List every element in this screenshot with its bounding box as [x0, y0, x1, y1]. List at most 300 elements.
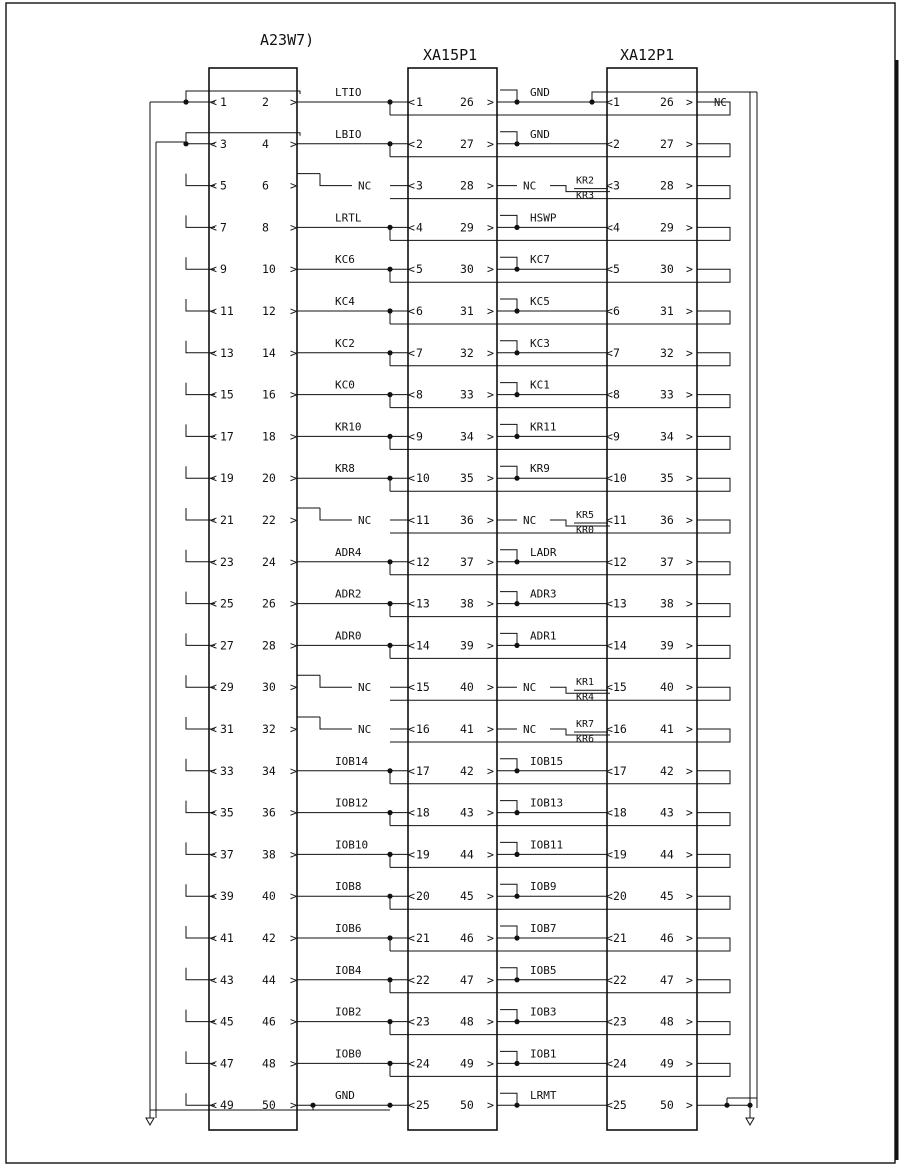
pin-prefix: <	[210, 1056, 217, 1071]
signal-label-bc: NC	[523, 681, 537, 695]
branch-wire	[500, 842, 517, 854]
pin-label-left: 19	[416, 847, 430, 862]
kr-label-bottom: KR6	[576, 734, 595, 745]
pin-suffix: >	[487, 345, 494, 360]
pin-label-left: 16	[416, 722, 430, 736]
signal-label-bc: NC	[523, 723, 537, 736]
signal-label-ab: NC	[358, 179, 372, 193]
signal-label-ab: IOB12	[335, 796, 369, 810]
pin-prefix: <	[606, 805, 613, 820]
pin-label-left: 15	[613, 680, 627, 695]
pin-prefix: <	[210, 136, 217, 151]
pin-row	[186, 964, 730, 993]
pin-suffix: >	[487, 95, 494, 109]
pin-row	[186, 838, 730, 867]
pin-suffix: >	[686, 805, 693, 820]
loop-wire	[390, 771, 730, 784]
loop-wire	[390, 604, 730, 617]
pin-label-right: 30	[460, 262, 474, 277]
pin-prefix: <	[408, 262, 415, 277]
pin-suffix: >	[290, 429, 297, 444]
pin-label-left: 23	[613, 1014, 627, 1029]
signal-label-ab: ADR0	[335, 629, 362, 643]
pin-label-left: 23	[416, 1014, 430, 1029]
pin-label-left: 8	[613, 387, 620, 402]
loop-wire	[390, 729, 730, 742]
signal-label-bc: HSWP	[530, 211, 557, 225]
pin-label-right: 4	[262, 136, 269, 151]
loop-wire	[390, 980, 730, 993]
kr-label-bottom: KR3	[576, 190, 595, 202]
pin-label-left: 39	[220, 889, 234, 904]
pin-suffix: >	[686, 972, 693, 987]
pin-prefix: <	[210, 387, 217, 402]
pin-suffix: >	[487, 680, 494, 695]
pin-prefix: <	[210, 805, 217, 820]
pin-label-left: 22	[416, 972, 430, 987]
pin-label-left: 1	[613, 95, 620, 109]
pin-label-right: 32	[262, 722, 276, 736]
pin-suffix: >	[686, 304, 693, 318]
pin-label-right: 35	[460, 471, 474, 486]
branch-wire	[500, 1010, 517, 1022]
loop-wire	[390, 854, 730, 867]
pin-label-right: 46	[460, 931, 474, 945]
pin-suffix: >	[686, 513, 693, 527]
pin-loop	[186, 133, 300, 144]
signal-label-ab: IOB8	[335, 880, 362, 894]
pin-label-left: 4	[416, 220, 423, 235]
pin-suffix: >	[290, 178, 297, 193]
pin-suffix: >	[487, 1056, 494, 1071]
pin-label-left: 2	[416, 136, 423, 151]
pin-label-right: 34	[262, 763, 276, 778]
pin-label-right: 26	[660, 95, 674, 109]
loop-wire	[390, 896, 730, 909]
branch-wire	[500, 132, 517, 144]
pin-label-right: 36	[660, 513, 674, 527]
pin-label-left: 18	[613, 805, 627, 820]
signal-label-ab: LRTL	[335, 211, 362, 225]
pin-prefix: <	[606, 471, 613, 486]
pin-label-right: 32	[460, 345, 474, 360]
pin-suffix: >	[686, 680, 693, 695]
loop-wire	[390, 562, 730, 575]
page-border	[6, 3, 895, 1163]
pin-label-left: 7	[416, 345, 423, 360]
pin-prefix: <	[210, 1014, 217, 1029]
pin-label-right: 46	[660, 931, 674, 945]
pin-suffix: >	[290, 847, 297, 862]
ground-arrow-icon	[146, 1118, 154, 1125]
pin-prefix: <	[408, 471, 415, 486]
pin-label-right: 43	[660, 805, 674, 820]
pin-label-left: 13	[416, 596, 430, 611]
pin-label-right: 27	[460, 136, 474, 151]
pin-prefix: <	[210, 972, 217, 987]
pin-suffix: >	[290, 262, 297, 277]
signal-label-ab: NC	[358, 723, 372, 736]
pin-suffix: >	[290, 345, 297, 360]
pin-label-left: 9	[220, 262, 227, 277]
pin-label-left: 27	[220, 638, 234, 653]
branch-wire	[500, 383, 517, 395]
pin-label-left: 47	[220, 1056, 234, 1071]
pin-suffix: >	[487, 805, 494, 820]
pin-label-left: 23	[220, 554, 234, 569]
pin-label-right: 30	[262, 680, 276, 695]
pin-label-left: 45	[220, 1014, 234, 1029]
pin-label-right: 34	[460, 429, 474, 444]
branch-wire	[500, 257, 517, 269]
pin-suffix: >	[487, 387, 494, 402]
pin-prefix: <	[606, 1056, 613, 1071]
pin-label-left: 10	[416, 471, 430, 486]
pin-row	[186, 755, 730, 784]
pin-suffix: >	[487, 178, 494, 193]
pin-label-right: 38	[262, 847, 276, 862]
pin-label-left: 10	[613, 471, 627, 486]
pin-prefix: <	[606, 304, 613, 318]
pin-suffix: >	[686, 178, 693, 193]
pin-label-left: 8	[416, 387, 423, 402]
loop-wire	[390, 395, 730, 408]
pin-label-left: 49	[220, 1098, 234, 1113]
pin-label-left: 24	[416, 1056, 430, 1071]
pin-suffix: >	[487, 554, 494, 569]
pin-suffix: >	[487, 1098, 494, 1113]
pin-label-right: 28	[660, 178, 674, 193]
loop-wire	[390, 436, 730, 449]
pin-suffix: >	[487, 722, 494, 736]
connector-label-xa12p1: XA12P1	[620, 46, 675, 64]
pin-label-right: 31	[460, 304, 474, 318]
pin-label-right: 50	[262, 1098, 276, 1113]
pin-label-right: 37	[660, 554, 674, 569]
kr-label-top: KR1	[576, 677, 595, 689]
pin-label-right: 34	[660, 429, 674, 444]
diagram-title: A23W7)	[260, 31, 315, 49]
signal-label-bc: NC	[523, 514, 537, 527]
branch-wire	[500, 341, 517, 353]
pin-prefix: <	[210, 847, 217, 862]
pin-prefix: <	[210, 345, 217, 360]
pin-suffix: >	[290, 1098, 297, 1113]
pin-suffix: >	[487, 889, 494, 904]
pin-suffix: >	[290, 722, 297, 736]
pin-prefix: <	[408, 1098, 415, 1113]
pin-row	[183, 128, 730, 157]
signal-label-ab: KC2	[335, 336, 355, 350]
pin-label-right: 42	[460, 763, 474, 778]
pin-label-left: 33	[220, 763, 234, 778]
pin-prefix: <	[408, 638, 415, 653]
signal-label-bc: IOB1	[530, 1047, 557, 1061]
pin-row	[186, 462, 730, 491]
kr-label-bottom: KR4	[576, 692, 595, 704]
pin-row	[186, 379, 730, 408]
pin-label-right: 39	[660, 638, 674, 653]
pin-suffix: >	[686, 638, 693, 653]
pin-label-right: 10	[262, 262, 276, 277]
pin-suffix: >	[290, 220, 297, 235]
pin-label-right: 8	[262, 220, 269, 235]
pin-suffix: >	[290, 680, 297, 695]
pin-prefix: <	[408, 554, 415, 569]
pin-label-right: 32	[660, 345, 674, 360]
loop-wire	[390, 353, 730, 366]
junction-dot	[387, 1103, 392, 1108]
nc-wire	[320, 174, 352, 186]
pin-prefix: <	[210, 763, 217, 778]
signal-label-ab: KC6	[335, 253, 355, 267]
pin-suffix: >	[686, 387, 693, 402]
pin-prefix: <	[408, 847, 415, 862]
loop-wire	[390, 269, 730, 282]
pin-prefix: <	[606, 638, 613, 653]
pin-label-left: 17	[416, 763, 430, 778]
kr-label-top: KR7	[576, 719, 595, 730]
pin-prefix: <	[408, 429, 415, 444]
branch-wire	[500, 550, 517, 562]
pin-prefix: <	[606, 178, 613, 193]
pin-label-left: 35	[220, 805, 234, 820]
signal-label-ab: LTIO	[335, 86, 362, 99]
pin-loop	[186, 91, 300, 102]
pin-label-left: 14	[416, 638, 430, 653]
pin-label-right: 49	[460, 1056, 474, 1071]
pin-label-left: 41	[220, 931, 234, 945]
signal-label-bc: ADR3	[530, 587, 557, 601]
pin-suffix: >	[290, 513, 297, 527]
pin-prefix: <	[408, 304, 415, 318]
signal-label-bc: IOB5	[530, 963, 557, 977]
pin-label-left: 1	[220, 95, 227, 109]
nc-wire	[320, 675, 352, 687]
pin-label-right: 41	[460, 722, 474, 736]
pin-suffix: >	[686, 95, 693, 109]
pin-label-right: 46	[262, 1014, 276, 1029]
pin-suffix: >	[686, 429, 693, 444]
pin-row	[186, 588, 730, 617]
signal-label-bc: KC5	[530, 295, 550, 308]
signal-label-ab: LBIO	[335, 127, 362, 141]
pin-suffix: >	[686, 136, 693, 151]
pin-suffix: >	[487, 136, 494, 151]
signal-label-ab: KR10	[335, 420, 362, 434]
pin-suffix: >	[290, 638, 297, 653]
loop-wire	[390, 311, 730, 324]
pin-prefix: <	[606, 262, 613, 277]
pin-label-right: 44	[660, 847, 674, 862]
pin-suffix: >	[290, 471, 297, 486]
pin-label-left: 25	[220, 596, 234, 611]
pin-suffix: >	[686, 1098, 693, 1113]
pin-prefix: <	[606, 345, 613, 360]
pin-label-left: 29	[220, 680, 234, 695]
pin-label-left: 25	[613, 1098, 627, 1113]
pin-suffix: >	[487, 220, 494, 235]
pin-label-left: 13	[220, 345, 234, 360]
pin-label-right: 50	[660, 1098, 674, 1113]
pin-suffix: >	[487, 972, 494, 987]
pin-label-left: 1	[416, 95, 423, 109]
pin-suffix: >	[686, 554, 693, 569]
pin-row	[186, 337, 730, 366]
signal-label-ab: IOB0	[335, 1047, 362, 1061]
pin-suffix: >	[487, 1014, 494, 1029]
pin-label-left: 24	[613, 1056, 627, 1071]
pin-label-left: 3	[613, 178, 620, 193]
signal-label-ab: NC	[358, 514, 372, 527]
pin-label-right: 48	[660, 1014, 674, 1029]
pin-prefix: <	[408, 345, 415, 360]
pin-suffix: >	[290, 931, 297, 945]
signal-label-bc: LADR	[530, 545, 557, 559]
pin-label-right: 50	[460, 1098, 474, 1113]
pin-label-left: 15	[416, 680, 430, 695]
signal-label-ab: GND	[335, 1089, 355, 1103]
pin-label-right: 31	[660, 304, 674, 318]
pin-prefix: <	[408, 220, 415, 235]
pin-label-left: 17	[613, 763, 627, 778]
pin-suffix: >	[290, 805, 297, 820]
pin-suffix: >	[290, 136, 297, 151]
pin-label-right: 26	[262, 596, 276, 611]
pin-row	[186, 717, 730, 745]
pin-prefix: <	[606, 513, 613, 527]
pin-prefix: <	[408, 596, 415, 611]
pin-label-left: 11	[416, 513, 430, 527]
pin-label-right: 33	[460, 387, 474, 402]
signal-label-ab: ADR4	[335, 545, 362, 559]
loop-wire	[390, 813, 730, 826]
pin-prefix: <	[210, 889, 217, 904]
pin-row	[186, 420, 730, 449]
branch-wire	[500, 1093, 517, 1105]
pin-label-right: 35	[660, 471, 674, 486]
pin-prefix: <	[408, 805, 415, 820]
signal-label-bc: IOB13	[530, 796, 564, 810]
pin-row	[186, 922, 730, 951]
loop-wire	[390, 102, 730, 115]
pin-suffix: >	[487, 847, 494, 862]
pin-label-left: 5	[613, 262, 620, 277]
pin-label-left: 19	[613, 847, 627, 862]
pin-row	[186, 546, 730, 575]
pin-prefix: <	[408, 1014, 415, 1029]
pin-prefix: <	[210, 178, 217, 193]
ground-arrow-icon	[746, 1118, 754, 1125]
pin-label-right: 39	[460, 638, 474, 653]
pin-label-left: 11	[613, 513, 627, 527]
branch-wire	[500, 299, 517, 311]
branch-wire	[500, 215, 517, 227]
branch-wire	[500, 633, 517, 645]
pin-label-right: 28	[460, 178, 474, 193]
pin-prefix: <	[606, 722, 613, 736]
branch-wire	[500, 1051, 517, 1063]
pin-suffix: >	[487, 763, 494, 778]
pin-label-left: 13	[613, 596, 627, 611]
pin-suffix: >	[487, 513, 494, 527]
pin-suffix: >	[290, 554, 297, 569]
pin-rows	[183, 86, 752, 1112]
pin-prefix: <	[408, 136, 415, 151]
pin-label-left: 21	[416, 931, 430, 945]
pin-prefix: <	[210, 680, 217, 695]
pin-label-left: 3	[416, 178, 423, 193]
pin-label-right: 44	[460, 847, 474, 862]
signal-label-bc: IOB15	[530, 754, 564, 768]
loop-wire	[390, 938, 730, 951]
kr-label-top: KR2	[576, 175, 595, 187]
pin-label-right: 49	[660, 1056, 674, 1071]
pin-label-left: 12	[416, 554, 430, 569]
pin-label-right: 47	[460, 972, 474, 987]
pin-prefix: <	[408, 1056, 415, 1071]
pin-suffix: >	[290, 95, 297, 109]
pin-label-left: 15	[220, 387, 234, 402]
pin-prefix: <	[210, 304, 217, 318]
pin-suffix: >	[686, 596, 693, 611]
pin-label-right: 45	[660, 889, 674, 904]
pin-suffix: >	[686, 889, 693, 904]
pin-label-right: 38	[660, 596, 674, 611]
pin-suffix: >	[487, 304, 494, 318]
pin-suffix: >	[487, 262, 494, 277]
pin-prefix: <	[606, 889, 613, 904]
pin-row	[186, 675, 730, 703]
pin-label-left: 12	[613, 554, 627, 569]
pin-suffix: >	[487, 931, 494, 945]
pin-prefix: <	[210, 722, 217, 736]
pin-prefix: <	[606, 554, 613, 569]
pin-prefix: <	[210, 262, 217, 277]
pin-label-right: 47	[660, 972, 674, 987]
pin-prefix: <	[606, 95, 613, 109]
pin-label-left: 18	[416, 805, 430, 820]
pin-prefix: <	[210, 95, 217, 109]
pin-prefix: <	[210, 596, 217, 611]
signal-label-bc: KC1	[530, 378, 550, 392]
signal-label-bc: KC7	[530, 253, 550, 267]
pin-suffix: >	[487, 429, 494, 444]
signal-label-bc: IOB7	[530, 922, 557, 935]
signal-label-ab: KC0	[335, 378, 355, 392]
pin-prefix: <	[606, 680, 613, 695]
signal-label-bc: KR9	[530, 462, 550, 476]
pin-prefix: <	[408, 889, 415, 904]
pin-row	[186, 629, 730, 658]
pin-label-left: 20	[416, 889, 430, 904]
pin-prefix: <	[408, 972, 415, 987]
pin-prefix: <	[606, 847, 613, 862]
signal-label-bc: NC	[523, 179, 537, 193]
loop-wire	[390, 478, 730, 491]
pin-row	[186, 174, 730, 202]
pin-prefix: <	[210, 429, 217, 444]
signal-label-bc: GND	[530, 86, 550, 99]
pin-row	[186, 797, 730, 826]
pin-label-left: 20	[613, 889, 627, 904]
pin-row	[186, 1006, 730, 1035]
pin-prefix: <	[210, 471, 217, 486]
pin-suffix: >	[686, 847, 693, 862]
pin-prefix: <	[606, 387, 613, 402]
pin-prefix: <	[606, 1014, 613, 1029]
pin-label-right: 30	[660, 262, 674, 277]
